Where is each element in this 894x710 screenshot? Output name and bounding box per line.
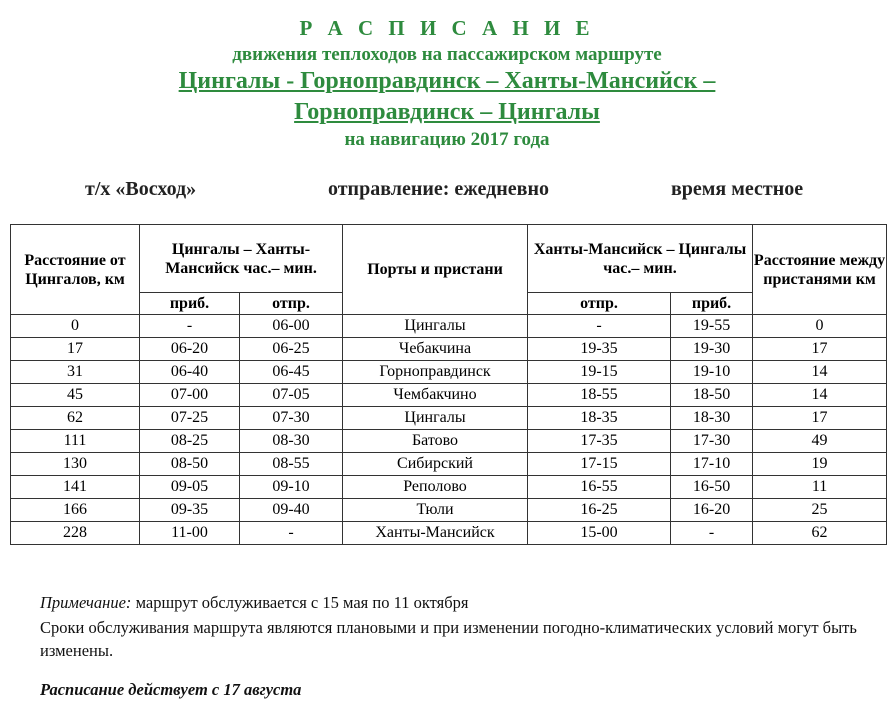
- table-row: [11, 430, 887, 453]
- cell-departure-return: 19-15: [528, 361, 671, 384]
- table-row: [11, 499, 887, 522]
- table-row: [11, 338, 887, 361]
- cell-port-name: Чебакчина: [343, 338, 528, 361]
- cell-arrival-return: 18-30: [671, 407, 753, 430]
- cell-departure-return: 18-35: [528, 407, 671, 430]
- schedule-subtitle: движения теплоходов на пассажирском маршруте: [232, 44, 662, 65]
- note-line: [40, 593, 468, 613]
- cell-departure-outbound: 07-05: [240, 384, 343, 407]
- cell-departure-return: 15-00: [528, 522, 671, 545]
- cell-distance-from: 45: [11, 384, 140, 407]
- header-distance-from: Расстояние от Цингалов, км: [11, 225, 140, 315]
- header-direction-outbound: Цингалы – Ханты-Мансийск час.– мин.: [140, 225, 343, 293]
- cell-distance-from: 130: [11, 453, 140, 476]
- cell-distance-from: 141: [11, 476, 140, 499]
- cell-departure-outbound: 09-40: [240, 499, 343, 522]
- effective-date: Расписание действует с 17 августа: [40, 680, 302, 699]
- cell-distance-between: 11: [753, 476, 887, 499]
- cell-arrival-outbound: 06-20: [140, 338, 240, 361]
- departure-frequency: отправление: ежедневно: [328, 178, 549, 200]
- header-direction-return: Ханты-Мансийск – Цингалы час.– мин.: [528, 225, 753, 293]
- cell-departure-return: 17-15: [528, 453, 671, 476]
- cell-departure-return: 18-55: [528, 384, 671, 407]
- route-line-1: Цингалы - Горноправдинск – Ханты-Мансийск –: [178, 68, 716, 94]
- cell-arrival-outbound: 08-50: [140, 453, 240, 476]
- cell-distance-between: 49: [753, 430, 887, 453]
- cell-port-name: Реполово: [343, 476, 528, 499]
- cell-port-name: Сибирский: [343, 453, 528, 476]
- cell-arrival-return: 16-50: [671, 476, 753, 499]
- navigation-season: на навигацию 2017 года: [344, 129, 550, 150]
- cell-distance-from: 31: [11, 361, 140, 384]
- cell-arrival-outbound: 07-00: [140, 384, 240, 407]
- cell-port-name: Тюли: [343, 499, 528, 522]
- cell-arrival-outbound: -: [140, 315, 240, 338]
- schedule-title: Р А С П И С А Н И Е: [299, 16, 595, 40]
- cell-port-name: Цингалы: [343, 315, 528, 338]
- cell-departure-return: 16-25: [528, 499, 671, 522]
- cell-distance-from: 0: [11, 315, 140, 338]
- cell-distance-between: 17: [753, 338, 887, 361]
- cell-departure-outbound: 06-25: [240, 338, 343, 361]
- header-departure-return: отпр.: [528, 293, 671, 315]
- cell-distance-between: 0: [753, 315, 887, 338]
- header-departure-outbound: отпр.: [240, 293, 343, 315]
- cell-distance-from: 62: [11, 407, 140, 430]
- cell-arrival-outbound: 11-00: [140, 522, 240, 545]
- cell-distance-between: 14: [753, 384, 887, 407]
- cell-departure-outbound: 06-00: [240, 315, 343, 338]
- cell-arrival-return: 17-10: [671, 453, 753, 476]
- cell-distance-from: 17: [11, 338, 140, 361]
- cell-departure-return: -: [528, 315, 671, 338]
- note-label: Примечание:: [40, 593, 132, 612]
- cell-distance-between: 62: [753, 522, 887, 545]
- time-zone-note: время местное: [671, 178, 804, 200]
- note-detail: Сроки обслуживания маршрута являются плановыми и при изменении погодно-климатических условий могут быть изменены.: [40, 618, 857, 660]
- cell-departure-outbound: 08-30: [240, 430, 343, 453]
- cell-port-name: Ханты-Мансийск: [343, 522, 528, 545]
- table-row: [11, 407, 887, 430]
- header-distance-between: Расстояние между пристанями км: [753, 225, 887, 315]
- cell-distance-between: 14: [753, 361, 887, 384]
- cell-port-name: Батово: [343, 430, 528, 453]
- cell-arrival-outbound: 07-25: [140, 407, 240, 430]
- cell-arrival-return: 16-20: [671, 499, 753, 522]
- cell-port-name: Чембакчино: [343, 384, 528, 407]
- cell-arrival-return: 18-50: [671, 384, 753, 407]
- header-arrival-return: приб.: [671, 293, 753, 315]
- cell-departure-outbound: 06-45: [240, 361, 343, 384]
- cell-arrival-outbound: 08-25: [140, 430, 240, 453]
- cell-port-name: Цингалы: [343, 407, 528, 430]
- cell-departure-return: 16-55: [528, 476, 671, 499]
- cell-distance-from: 111: [11, 430, 140, 453]
- vessel-name: т/х «Восход»: [85, 178, 197, 200]
- cell-departure-outbound: 08-55: [240, 453, 343, 476]
- table-row: [11, 476, 887, 499]
- cell-arrival-return: 19-10: [671, 361, 753, 384]
- cell-arrival-return: 19-30: [671, 338, 753, 361]
- cell-distance-from: 228: [11, 522, 140, 545]
- cell-port-name: Горноправдинск: [343, 361, 528, 384]
- cell-arrival-outbound: 09-05: [140, 476, 240, 499]
- cell-arrival-return: 17-30: [671, 430, 753, 453]
- table-row: [11, 453, 887, 476]
- cell-distance-from: 166: [11, 499, 140, 522]
- cell-arrival-outbound: 09-35: [140, 499, 240, 522]
- cell-departure-return: 17-35: [528, 430, 671, 453]
- header-ports: Порты и пристани: [343, 225, 528, 315]
- route-line-2: Горноправдинск – Цингалы: [294, 99, 600, 125]
- cell-distance-between: 17: [753, 407, 887, 430]
- cell-departure-outbound: 07-30: [240, 407, 343, 430]
- cell-departure-outbound: -: [240, 522, 343, 545]
- table-row: [11, 522, 887, 545]
- cell-distance-between: 25: [753, 499, 887, 522]
- cell-arrival-outbound: 06-40: [140, 361, 240, 384]
- cell-departure-outbound: 09-10: [240, 476, 343, 499]
- header-arrival-outbound: приб.: [140, 293, 240, 315]
- cell-distance-between: 19: [753, 453, 887, 476]
- cell-arrival-return: -: [671, 522, 753, 545]
- schedule-rows: [11, 315, 887, 545]
- table-row: [11, 361, 887, 384]
- cell-departure-return: 19-35: [528, 338, 671, 361]
- table-row: [11, 315, 887, 338]
- cell-arrival-return: 19-55: [671, 315, 753, 338]
- table-row: [11, 384, 887, 407]
- note-text: маршрут обслуживается с 15 мая по 11 октября: [131, 593, 469, 612]
- schedule-table: [10, 224, 887, 545]
